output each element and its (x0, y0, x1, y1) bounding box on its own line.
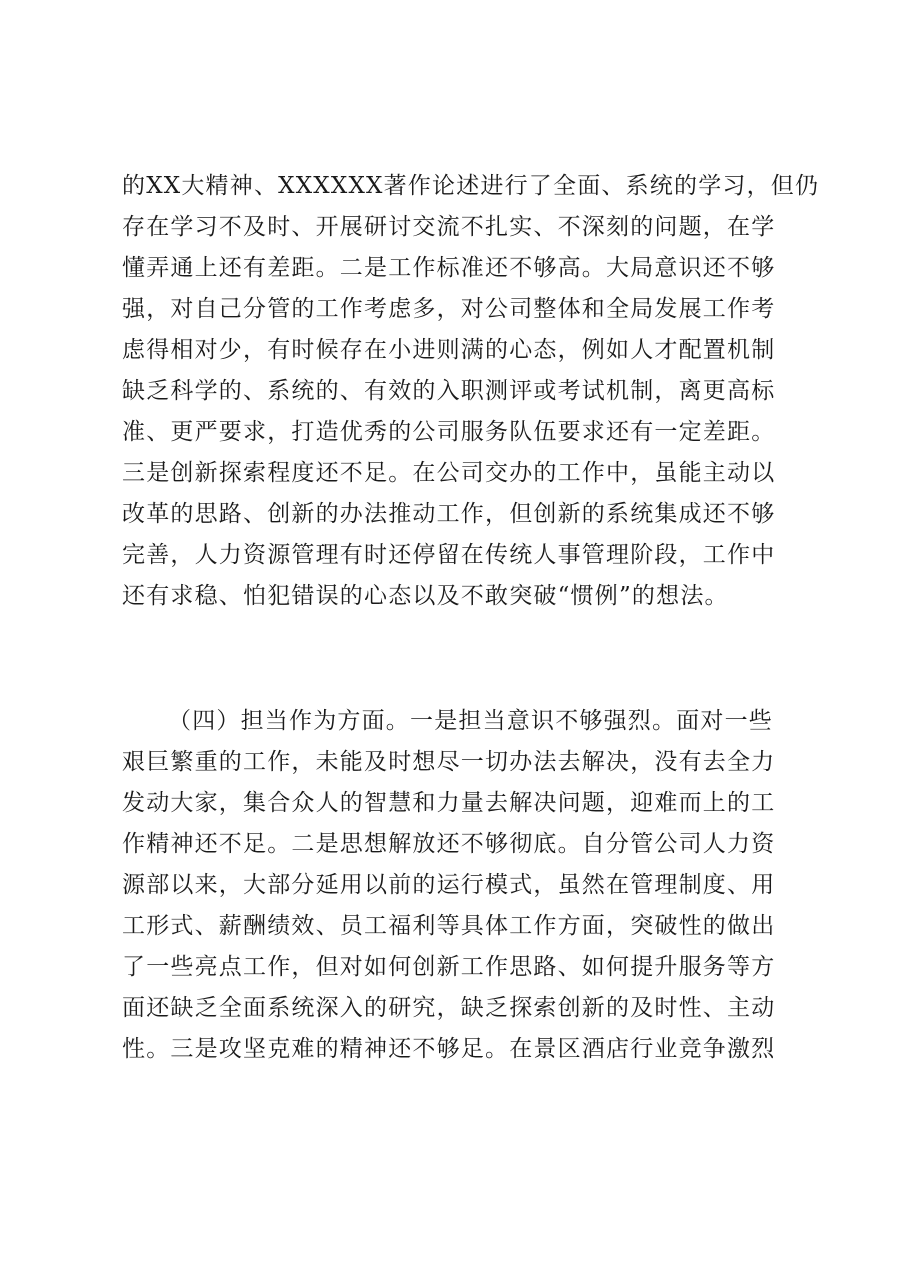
text-line: 准、更严要求，打造优秀的公司服务队伍要求还有一定差距。 (122, 419, 776, 445)
text-line: 的XX大精神、XXXXXX著作论述进行了全面、系统的学习，但仍 (122, 173, 820, 199)
text-line: 面还缺乏全面系统深入的研究，缺乏探索创新的及时性、主动 (122, 995, 776, 1021)
text-line: 缺乏科学的、系统的、有效的入职测评或考试机制，离更高标 (122, 378, 776, 404)
text-line: 强，对自己分管的工作考虑多，对公司整体和全局发展工作考 (122, 296, 776, 322)
paragraph-section-four (122, 701, 802, 1070)
text-line: 懂弄通上还有差距。二是工作标准还不够高。大局意识还不够 (122, 255, 776, 281)
paragraph-continuation (122, 166, 820, 617)
text-line: 艰巨繁重的工作，未能及时想尽一切办法去解决，没有去全力 (122, 749, 776, 775)
section-heading-line: （四）担当作为方面。一是担当意识不够强烈。面对一些 (168, 708, 773, 734)
text-line: 存在学习不及时、开展研讨交流不扎实、不深刻的问题，在学 (122, 214, 776, 240)
text-line: 还有求稳、怕犯错误的心态以及不敢突破“惯例”的想法。 (122, 583, 729, 609)
text-line: 虑得相对少，有时候存在小进则满的心态，例如人才配置机制 (122, 337, 776, 363)
text-line: 工形式、薪酬绩效、员工福利等具体工作方面，突破性的做出 (122, 913, 776, 939)
text-line: 三是创新探索程度还不足。在公司交办的工作中，虽能主动以 (122, 460, 776, 486)
text-line: 性。三是攻坚克难的精神还不够足。在景区酒店行业竞争激烈 (122, 1036, 776, 1062)
text-line: 源部以来，大部分延用以前的运行模式，虽然在管理制度、用 (122, 872, 776, 898)
text-line: 了一些亮点工作，但对如何创新工作思路、如何提升服务等方 (122, 954, 776, 980)
text-line: 完善，人力资源管理有时还停留在传统人事管理阶段，工作中 (122, 542, 776, 568)
text-line: 改革的思路、创新的办法推动工作，但创新的系统集成还不够 (122, 501, 776, 527)
text-line: 发动大家，集合众人的智慧和力量去解决问题，迎难而上的工 (122, 790, 776, 816)
text-line: 作精神还不足。二是思想解放还不够彻底。自分管公司人力资 (122, 831, 776, 857)
